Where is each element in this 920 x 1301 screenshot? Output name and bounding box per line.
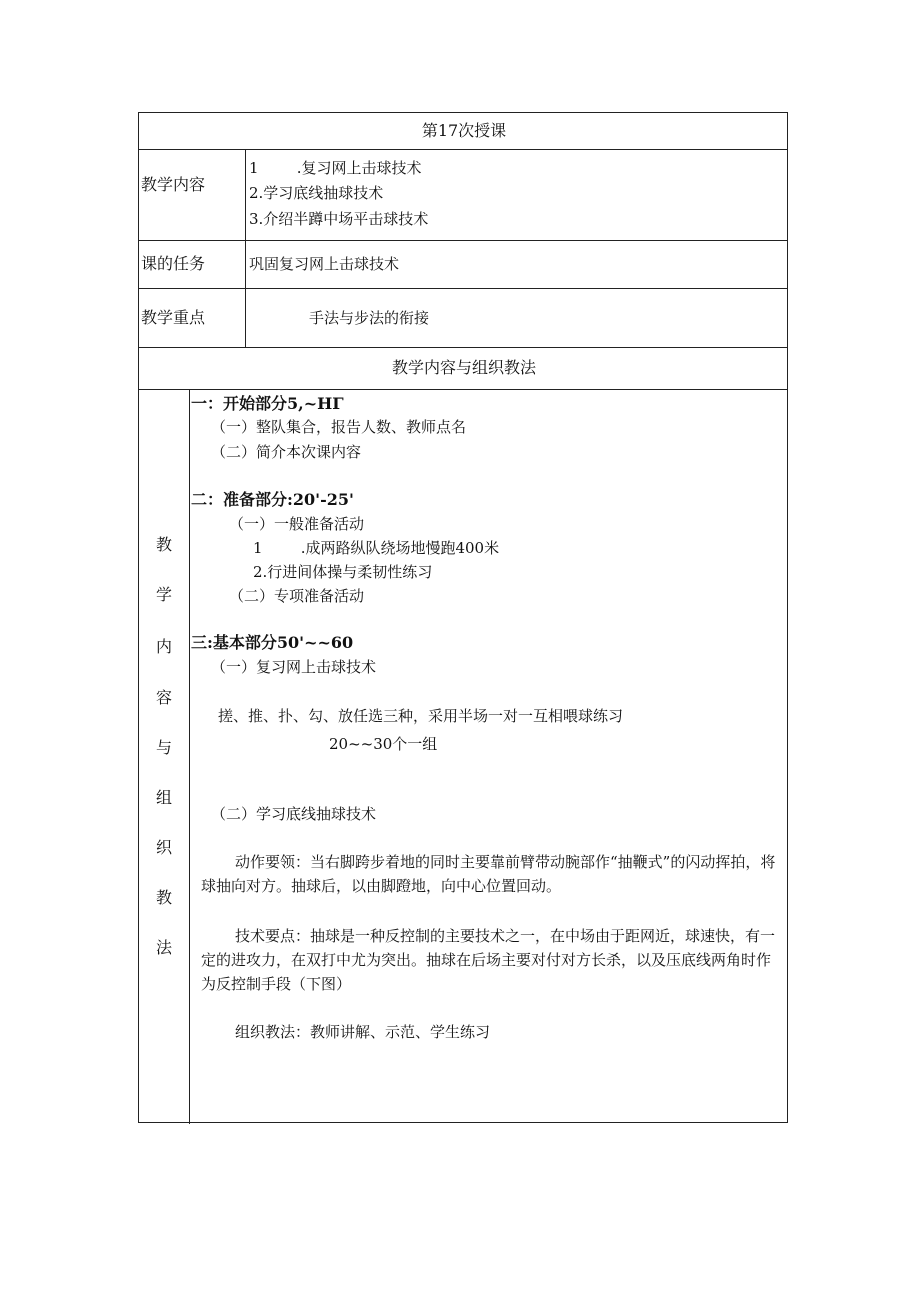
- content-label: 教学内容: [141, 175, 206, 194]
- part2-item: 1 .成两路纵队绕场地慢跑400米: [253, 539, 500, 557]
- part1-item: （二）简介本次课内容: [211, 443, 362, 461]
- task-value: 巩固复习网上击球技术: [249, 255, 400, 273]
- content-item-2: 2.学习底线抽球技术: [249, 184, 384, 202]
- side-label-char: 容: [155, 688, 172, 707]
- part3-drill: 搓、推、扑、勾、放任选三种，采用半场一对一互相喂球练习: [218, 707, 624, 725]
- technical-points: 技术要点：抽球是一种反控制的主要技术之一，在中场由于距网近，球速快，有一定的进攻力，在双打中尤为突出。抽球在后场主要对付对方长杀，以及压底线两角时作为反控制手段（下图）: [201, 927, 776, 993]
- part3-subheading: （一）复习网上击球技术: [211, 658, 377, 676]
- side-column-divider: [189, 389, 190, 1124]
- content-item-3: 3.介绍半蹲中场平击球技术: [249, 210, 429, 228]
- section-header: 教学内容与组织教法: [391, 358, 536, 377]
- part1-heading: 一：开始部分5,~HΓ: [191, 394, 344, 413]
- lesson-title: 第17次授课: [421, 121, 507, 140]
- part3-heading: 三:基本部分50'~~60: [191, 633, 354, 652]
- part2-heading: 二：准备部分:20'-25': [191, 490, 354, 509]
- lesson-plan-table: [138, 112, 788, 1123]
- task-label: 课的任务: [141, 254, 206, 273]
- part1-item: （一）整队集合，报告人数、教师点名: [211, 418, 467, 436]
- part2-subheading: （一）一般准备活动: [229, 515, 365, 533]
- motion-essentials: 动作要领：当右脚跨步着地的同时主要靠前臂带动腕部作“抽鞭式”的闪动挥拍，将球抽向对方。抽球后，以由脚蹬地，向中心位置回动。: [201, 853, 776, 895]
- row-divider: [139, 149, 787, 150]
- side-label-char: 教: [155, 888, 172, 907]
- row-divider: [139, 288, 787, 289]
- part3-subheading: （二）学习底线抽球技术: [211, 805, 377, 823]
- side-label-char: 法: [155, 938, 172, 957]
- row-divider: [139, 240, 787, 241]
- side-label-char: 学: [155, 585, 172, 604]
- side-label-char: 组: [155, 788, 172, 807]
- content-item-1: 1 .复习网上击球技术: [249, 159, 422, 177]
- focus-label: 教学重点: [141, 308, 206, 327]
- side-label-char: 教: [155, 535, 172, 554]
- side-label-char: 内: [155, 637, 172, 656]
- part2-subheading: （二）专项准备活动: [229, 587, 365, 605]
- label-column-divider: [245, 149, 246, 347]
- focus-value: 手法与步法的衔接: [309, 309, 430, 327]
- row-divider: [139, 347, 787, 348]
- side-label-char: 与: [155, 738, 172, 757]
- part2-item: 2.行进间体操与柔韧性练习: [253, 563, 433, 581]
- row-divider: [139, 389, 787, 390]
- part3-drill-sets: 20~~30个一组: [329, 735, 438, 753]
- organization-method: 组织教法：教师讲解、示范、学生练习: [235, 1023, 491, 1041]
- side-label-char: 织: [155, 838, 172, 857]
